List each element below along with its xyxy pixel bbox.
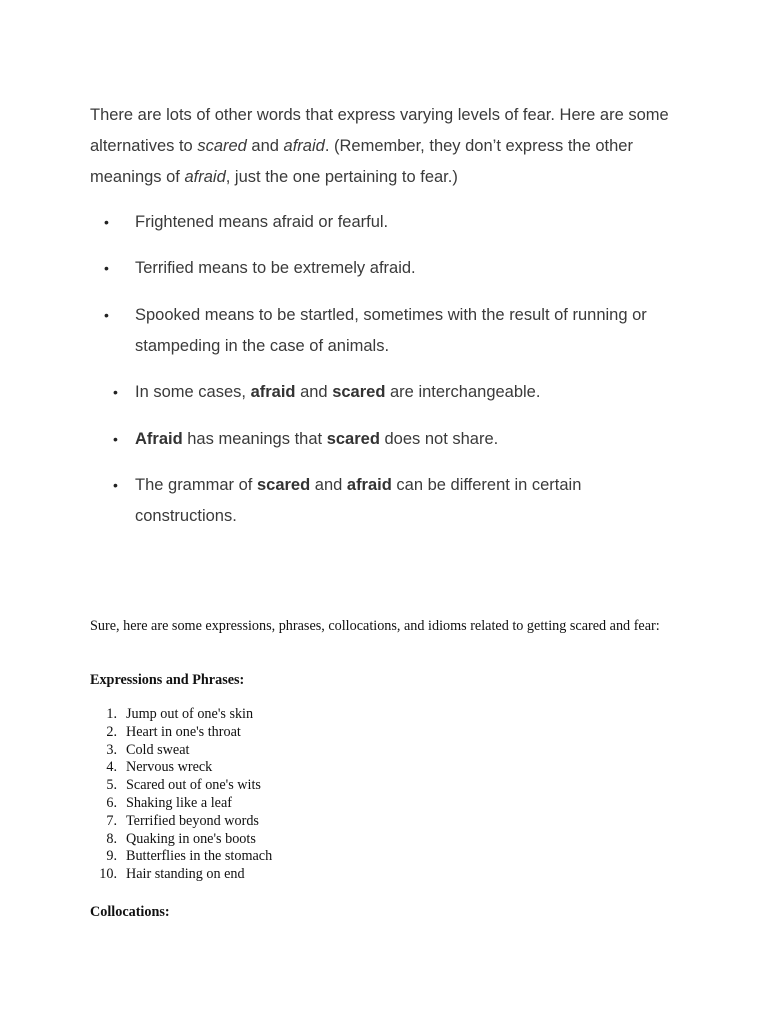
bullet-text: [135, 300, 675, 362]
bullet-text: [135, 470, 675, 532]
bullet-text-run: and: [310, 476, 347, 494]
bullet-text-run: Frightened means afraid or fearful.: [135, 213, 389, 231]
bullet-dot: •: [104, 307, 109, 323]
expression-text: Shaking like a leaf: [126, 794, 232, 811]
bullet-text-run: and: [295, 383, 333, 401]
expression-text: Terrified beyond words: [126, 812, 259, 829]
expression-text: Cold sweat: [126, 741, 190, 758]
expression-item: [90, 742, 272, 760]
expression-item: [90, 706, 272, 724]
expressions-list: [90, 706, 272, 884]
expression-text: Scared out of one's wits: [126, 777, 261, 794]
expression-text: Hair standing on end: [126, 866, 245, 883]
collocations-heading: Collocations:: [90, 904, 170, 920]
bullet-dot: •: [113, 477, 118, 493]
bullet-text-run: can be different in certain constructions.: [135, 476, 582, 525]
expression-item: [90, 866, 272, 884]
bullet-dot: •: [104, 214, 109, 230]
bullet-text-run: does not share.: [379, 430, 499, 448]
expression-item: [90, 813, 272, 831]
expression-item: [90, 724, 272, 742]
bullet-text: [135, 253, 675, 284]
intro-paragraph: [90, 100, 690, 193]
bullet-bold-term: Afraid: [135, 430, 183, 448]
expression-item: [90, 777, 272, 795]
intro-term-scared: scared: [197, 137, 247, 155]
expression-text: Nervous wreck: [126, 759, 213, 776]
expression-number: 4.: [106, 759, 117, 776]
expression-number: 6.: [106, 794, 117, 811]
intro-text-3: . (Remember, they don’t express the other meanings of: [90, 137, 633, 186]
bullet-text: [135, 424, 675, 455]
expression-text: Heart in one's throat: [126, 723, 241, 740]
expression-text: Quaking in one's boots: [126, 830, 256, 847]
intro-term-afraid: afraid: [283, 137, 325, 155]
bullet-text-run: The grammar of: [135, 476, 257, 494]
intro-text-2: and: [246, 137, 284, 155]
bullet-bold-term: scared: [326, 430, 380, 448]
expression-item: [90, 759, 272, 777]
bullet-dot: •: [113, 431, 118, 447]
bullet-text: [135, 207, 675, 238]
bullet-bold-term: scared: [332, 383, 386, 401]
expression-number: 7.: [106, 812, 117, 829]
expression-number: 8.: [106, 830, 117, 847]
bullet-dot: •: [104, 260, 109, 276]
bullet-text-run: has meanings that: [182, 430, 327, 448]
bullet-text-run: In some cases,: [135, 383, 251, 401]
expression-number: 5.: [106, 777, 117, 794]
expression-text: Jump out of one's skin: [126, 706, 254, 722]
bullet-text-run: Terrified means to be extremely afraid.: [135, 259, 416, 277]
bullet-bold-term: scared: [256, 476, 311, 494]
bullet-text-run: are interchangeable.: [385, 383, 541, 401]
bullet-text: [135, 377, 675, 408]
bullet-bold-term: afraid: [346, 476, 392, 494]
expression-item: [90, 795, 272, 813]
bullet-bold-term: afraid: [250, 383, 296, 401]
intro-text-1: There are lots of other words that express varying levels of fear. Here are some alternatives to: [90, 106, 669, 155]
expression-number: 1.: [106, 706, 117, 722]
bullet-text-run: Spooked means to be startled, sometimes with the result of running or stampeding in the case of animals.: [135, 306, 647, 355]
expression-item: [90, 831, 272, 849]
expression-number: 9.: [106, 848, 117, 865]
expression-number: 3.: [106, 741, 117, 758]
expression-text: Butterflies in the stomach: [126, 848, 273, 865]
intro-term-afraid-2: afraid: [184, 168, 226, 186]
expression-item: [90, 848, 272, 866]
expression-number: 10.: [99, 866, 117, 883]
expressions-intro-text: Sure, here are some expressions, phrases, collocations, and idioms related to getting scared and fear:: [90, 618, 660, 634]
bullet-dot: •: [113, 384, 118, 400]
intro-text-4: , just the one pertaining to fear.): [225, 168, 458, 186]
expression-number: 2.: [106, 723, 117, 740]
expressions-heading: Expressions and Phrases:: [90, 672, 245, 688]
